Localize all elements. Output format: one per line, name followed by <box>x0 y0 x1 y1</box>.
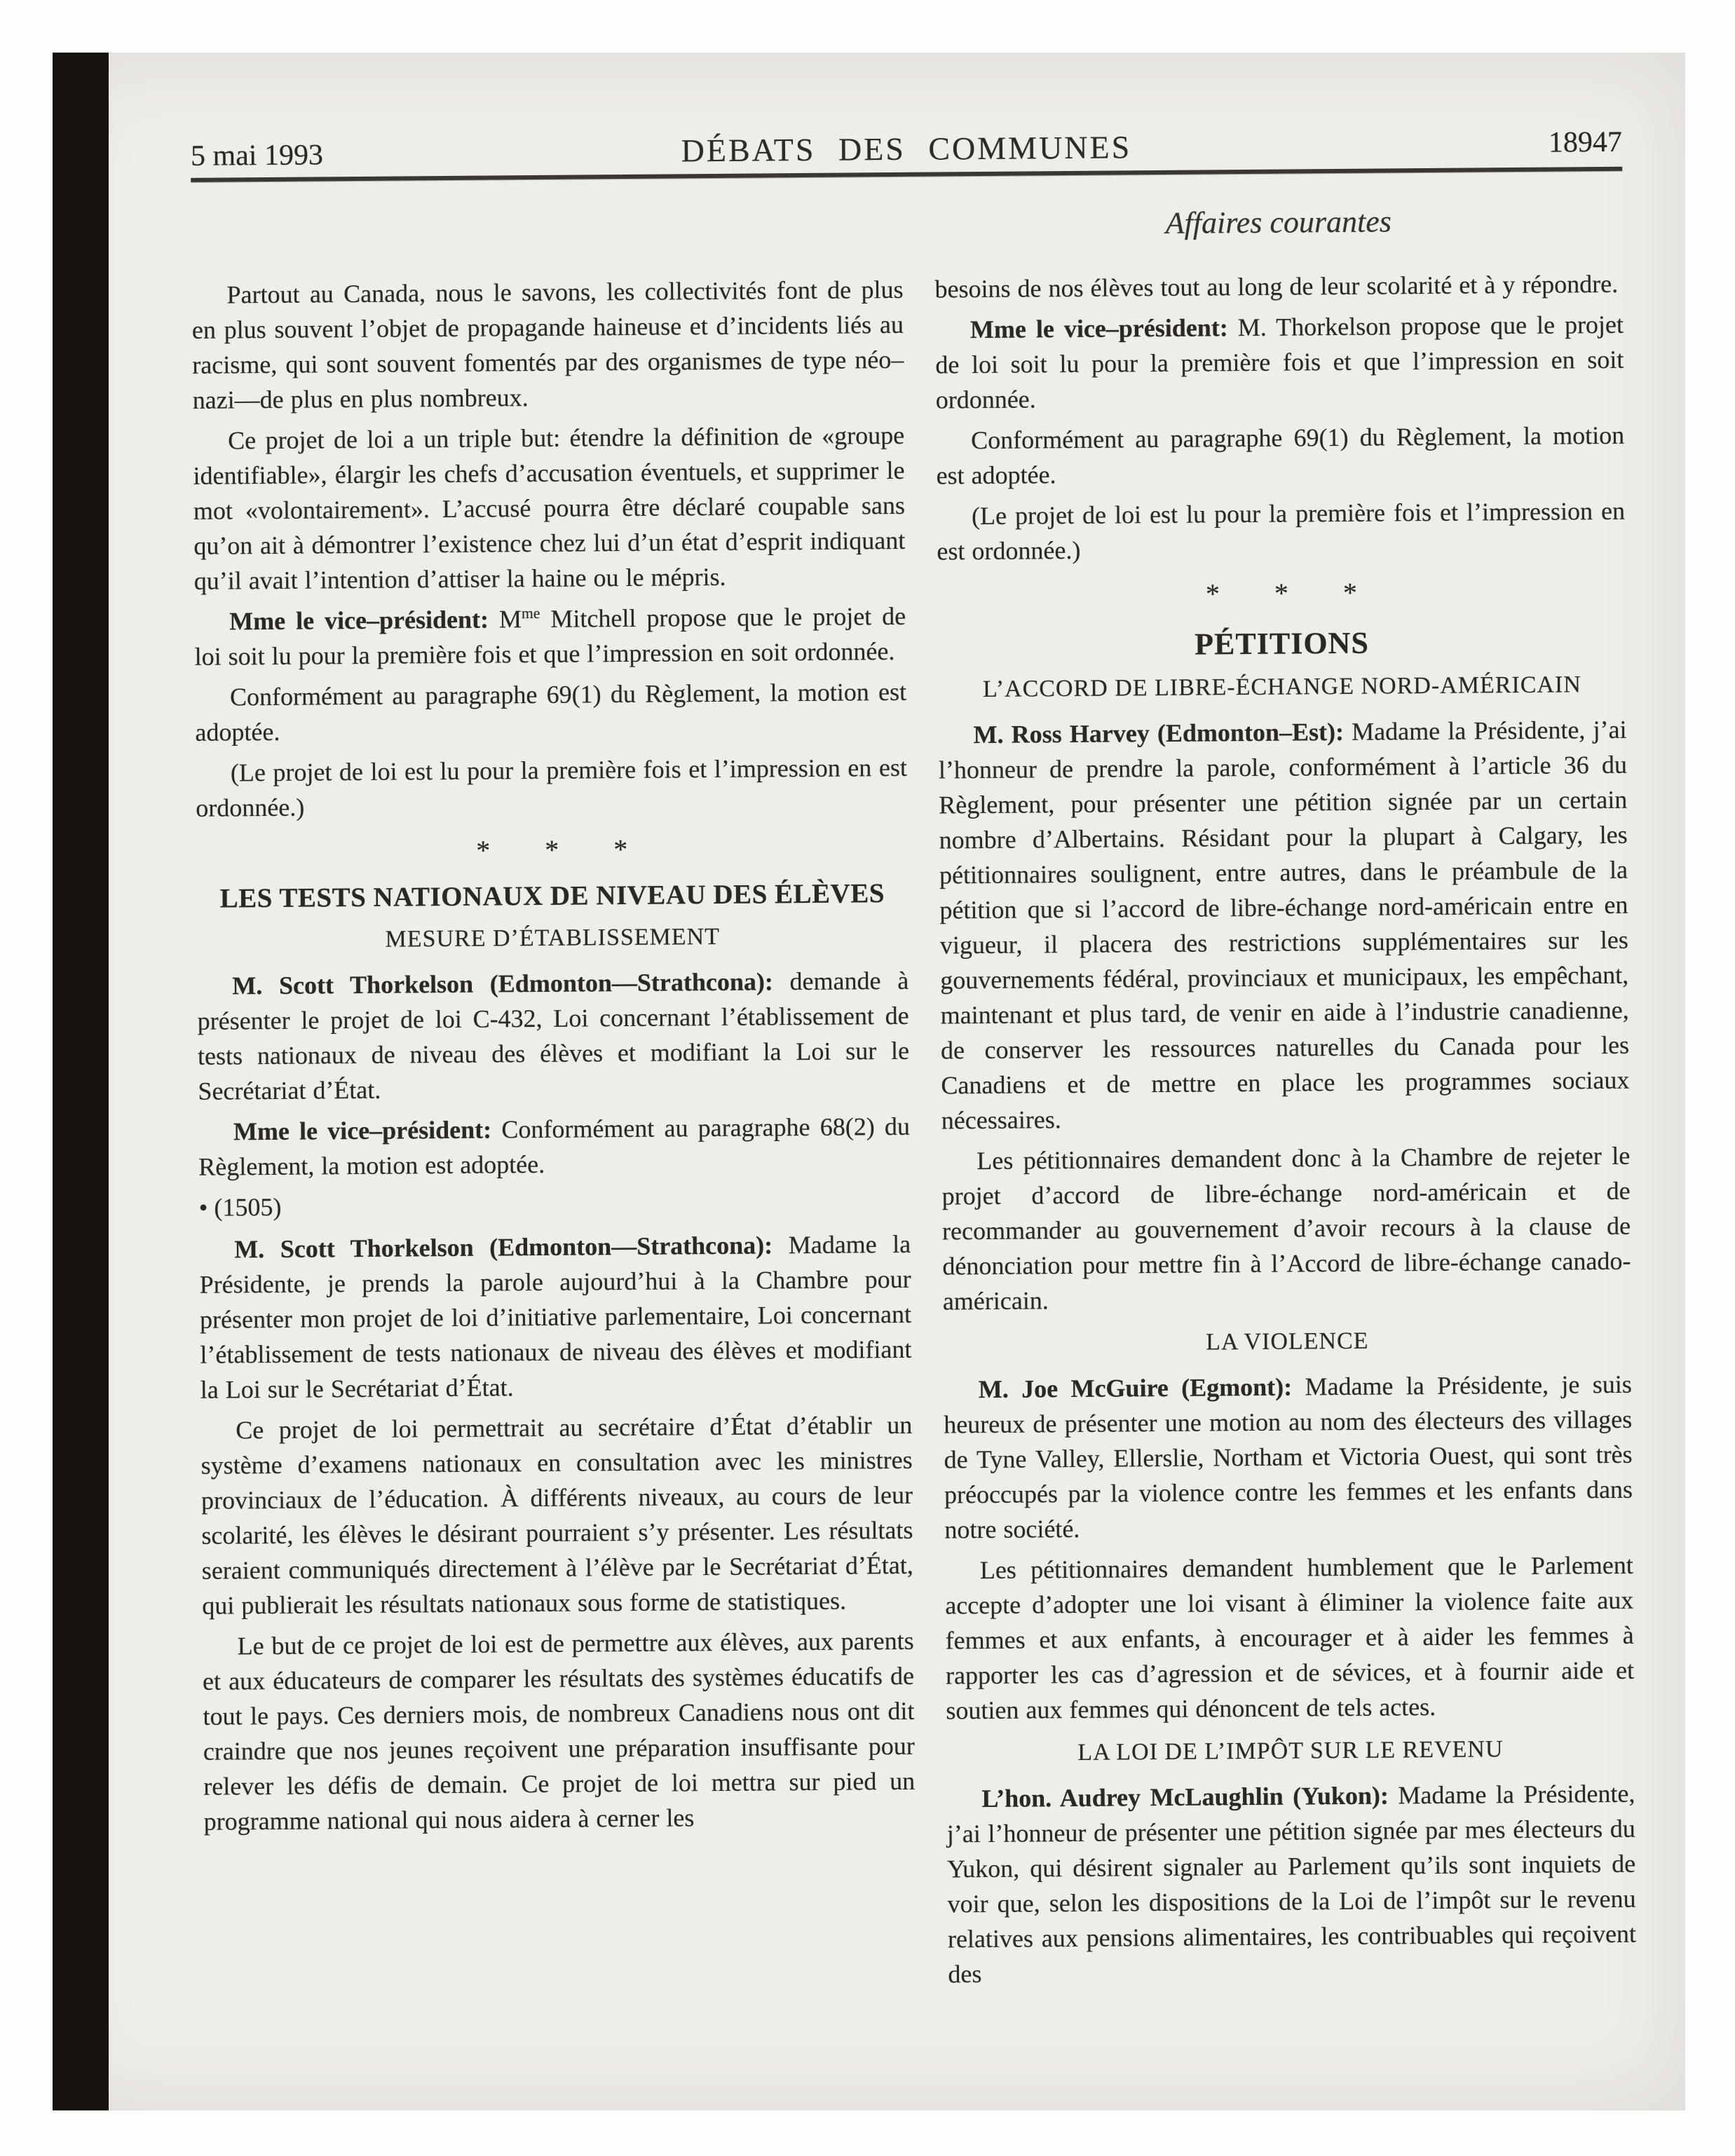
paragraph: Ce projet de loi a un triple but: étendre la définition de «groupe identifiable», élargir les chefs d’accusation éventuels, et supprimer le mot «volontairement». L’accusé pourra être déclaré coupable sans qu’on ait à démontrer l’existence chez lui d’un état d’esprit indiquant qu’il avait l’intention d’attiser la haine ou le mépris. <box>193 421 906 595</box>
speaker-name: M. Scott Thorkelson (Edmonton—Strathcona): <box>234 1231 773 1264</box>
speaker-name: M. Joe McGuire (Egmont): <box>978 1372 1293 1404</box>
scan-edge-bar <box>53 53 109 2110</box>
asterisk-separator: * * * <box>476 833 652 866</box>
section-heading-impot: LA LOI DE L’IMPÔT SUR LE REVENU <box>1077 1736 1504 1766</box>
paragraph-text: Madame la Présidente, j’ai l’honneur de présenter une pétition signée par mes électeurs du Yukon, qui désirent signaler au Parlement qu’ils sont inquiets de voir que, selon les dispositions de la Loi de l’impôt sur le revenu relatives aux pensions alimentaires, les contribuables qui reçoivent des <box>946 1779 1637 1988</box>
paragraph <box>946 1776 1636 1992</box>
page-title: DÉBATS DES COMMUNES <box>681 129 1132 169</box>
paragraph: Conformément au paragraphe 69(1) du Règlement, la motion est adoptée. <box>936 421 1625 490</box>
paragraph: Ce projet de loi permettrait au secrétaire d’État d’établir un système d’examens nationaux en consultation avec les ministres provinciaux de l’éducation. À différents niveaux, au cours de leur scolarité, les élèves le désirant pourraient s’y présenter. Les résultats seraient communiqués directement à l’élève par le Secrétariat d’État, qui publierait les résultats nationaux sous forme de statistiques. <box>200 1410 913 1620</box>
section-heading-alena: L’ACCORD DE LIBRE-ÉCHANGE NORD-AMÉRICAIN <box>982 671 1582 702</box>
paragraph <box>199 1227 912 1407</box>
running-head: Affaires courantes <box>1165 204 1392 240</box>
paragraph-text: demande à présenter le projet de loi C-432, Loi concernant l’établissement de tests nationaux de niveau des élèves et modifiant la Loi sur le Secrétariat d’État. <box>197 966 910 1105</box>
paragraph: (Le projet de loi est lu pour la première fois et l’impression en est ordonnée.) <box>937 496 1626 566</box>
speaker-name: Mme le vice–président: <box>969 313 1228 344</box>
paragraph <box>944 1367 1633 1548</box>
right-column <box>934 171 1636 1998</box>
paragraph-text: M. Thorkelson propose que le projet de loi soit lu pour la première fois et que l’impression en soit ordonnée. <box>935 310 1624 414</box>
speaker-name: L’hon. Audrey McLaughlin (Yukon): <box>981 1781 1389 1813</box>
speaker-name: M. Scott Thorkelson (Edmonton—Strathcona): <box>232 967 774 1000</box>
columns <box>191 171 1636 2003</box>
page-number: 18947 <box>1548 125 1623 159</box>
paragraph-text: Madame la Présidente, je prends la parole aujourd’hui à la Chambre pour présenter mon projet de loi d’initiative parlementaire, Loi concernant l’établissement de tests nationaux de niveau des élèves et modifiant la Loi sur le Secrétariat d’État. <box>199 1229 912 1404</box>
paragraph-text: Madame la Présidente, je suis heureux de présenter une motion au nom des électeurs des villages de Tyne Valley, Ellerslie, Northam et Victoria Ouest, qui sont très préoccupés par la violence contre les femmes et les enfants dans notre société. <box>944 1370 1633 1544</box>
paragraph-text: Conformément au paragraphe 68(2) du Règlement, la motion est adoptée. <box>198 1112 911 1181</box>
speaker-name: Mme le vice–président: <box>229 605 489 636</box>
paragraph: Conformément au paragraphe 69(1) du Règlement, la motion est adoptée. <box>195 677 907 746</box>
paragraph <box>197 963 910 1109</box>
paragraph <box>194 599 906 674</box>
section-heading-petitions: PÉTITIONS <box>1194 625 1369 662</box>
paragraph <box>938 712 1630 1138</box>
paragraph: Le but de ce projet de loi est de permettre aux élèves, aux parents et aux éducateurs de comparer les résultats des systèmes éducatifs de tout le pays. Ces derniers mois, de nombreux Canadiens nous ont dit craindre que nos jeunes reçoivent une préparation insuffisante pour relever les défis de demain. Ce projet de loi mettra sur pied un programme national qui nous aidera à cerner les <box>202 1626 916 1836</box>
paragraph: besoins de nos élèves tout au long de leur scolarité et à y répondre. <box>934 269 1619 303</box>
speaker-name: M. Ross Harvey (Edmonton–Est): <box>973 717 1345 749</box>
superscript: me <box>521 604 540 622</box>
left-column <box>191 177 916 2003</box>
date-label: 5 mai 1993 <box>190 139 324 172</box>
timestamp-marker: • (1505) <box>198 1192 282 1222</box>
page-content <box>191 125 1637 2003</box>
scanned-page <box>53 53 1685 2110</box>
paragraph: (Le projet de loi est lu pour la première fois et l’impression en est ordonnée.) <box>196 753 908 822</box>
page-header <box>191 125 1622 172</box>
paragraph <box>935 307 1624 418</box>
paragraph-text: Mitchell propose que le projet de loi soit lu pour la première fois et que l’impression en soit ordonnée. <box>194 601 906 671</box>
speaker-name: Mme le vice–président: <box>233 1115 492 1146</box>
asterisk-separator: * * * <box>1205 576 1382 610</box>
section-heading-violence: LA VIOLENCE <box>1206 1328 1369 1356</box>
paragraph-text: M <box>488 605 522 634</box>
section-heading-tests-nationaux: LES TESTS NATIONAUX DE NIVEAU DES ÉLÈVES <box>219 878 885 914</box>
paragraph-text: Madame la Présidente, j’ai l’honneur de prendre la parole, conformément à l’article 36 du Règlement, pour présenter une pétition signée par un certain nombre d’Albertains. Résidant pour la plupart à Calgary, les pétitionnaires soulignent, entre autres, dans le préambule de la pétition que si l’accord de libre-échange nord-américain entre en vigueur, il placera des restrictions supplémentaires sur les gouvernements fédéral, provinciaux et municipaux, les empêchant, maintenant et plus tard, de venir en aide à l’industrie canadienne, de conserver les ressources naturelles du Canada pour les Canadiens et de mettre en place les programmes sociaux nécessaires. <box>938 715 1630 1135</box>
paragraph: Les pétitionnaires demandent humblement que le Parlement accepte d’adopter une loi visant à éliminer la violence faite aux femmes et aux enfants, à encourager et à aider les femmes à rapporter les cas d’agression et de sévices, et à fournir aide et soutien aux femmes qui dénoncent de tels actes. <box>945 1550 1635 1725</box>
paragraph: Partout au Canada, nous le savons, les collectivités font de plus en plus souvent l’objet de propagande haineuse et d’incidents liés au racisme, qui sont souvent fomentés par des organismes de type néo–nazi—de plus en plus nombreux. <box>191 275 904 414</box>
paragraph <box>198 1109 911 1185</box>
paragraph: Les pétitionnaires demandent donc à la Chambre de rejeter le projet d’accord de libre-échange nord-américain et de recommander au gouvernement d’avoir recours à la clause de dénonciation pour mettre fin à l’Accord de libre-échange canado-américain. <box>941 1141 1631 1316</box>
section-heading-mesure: MESURE D’ÉTABLISSEMENT <box>385 923 721 953</box>
